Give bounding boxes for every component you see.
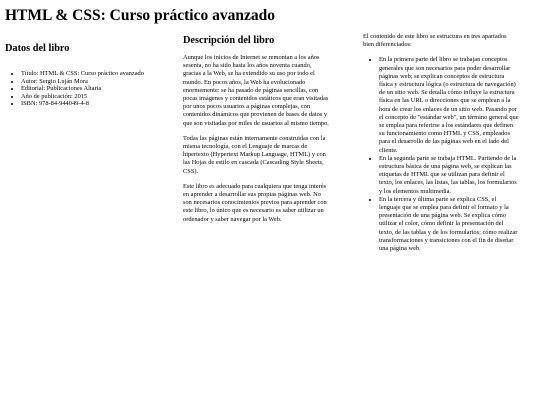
book-description-section xyxy=(183,33,329,224)
book-description-heading: Descripción del libro xyxy=(183,35,275,46)
book-structure-section xyxy=(363,33,519,253)
structure-item-part-2: • En la segunda parte se trabaja HTML. Partiendo de la estructura básica de una página web, se explican las etiquetas de HTML que se utilizan para definir el texto, los enlaces, las listas, las tablas, los formularios y los elementos multimedia. xyxy=(379,155,519,196)
description-paragraph: Aunque los inicios de Internet se remontan a los años sesenta, no ha sido hasta los años noventa cuando, gracias a la Web, se ha extendido su uso por todo el mundo. En pocos años, la Web ha evolucionado enormemente: se ha pasado de páginas sencillas, con pocas imágenes y contenidos estáticos que eran visitadas por unos pocos usuarios a páginas complejas, con contenidos dinámicos que provienen de bases de datos y que son visitadas por miles de usuarios al mismo tiempo. xyxy=(183,54,329,127)
book-data-item-publisher: • Editorial: Publicaciones Altaria xyxy=(21,85,173,93)
structure-item-part-3: • En la tercera y última parte se explica CSS, el lenguaje que se emplea para definir el formato y la presentación de una página web. Se explica cómo utilizar el color, cómo definir la presentación del texto, de las tablas y de los formularios; cómo realizar transformaciones y transiciones con el fin de diseñar una página web. xyxy=(379,196,519,253)
book-data-heading: Datos del libro xyxy=(5,43,70,54)
book-data-list xyxy=(5,70,173,108)
book-data-item-title: • Título: HTML & CSS: Curso práctico avanzado xyxy=(21,70,173,78)
book-data-item-isbn: • ISBN: 978-84-944049-4-8 xyxy=(21,100,173,108)
description-paragraph: Todas las páginas están internamente construidas con la misma tecnología, con el Lenguaje de marcas de hipertexto (Hypertext Markup Language, HTML) y con las Hojas de estilo en cascada (Cascading Style Sheets, CSS). xyxy=(183,134,326,175)
structure-item-part-1: • En la primera parte del libro se trabajan conceptos generales que son necesarios para poder desarrollar páginas web; se explican conceptos de estructura física y estructura lógica (o estructura de navegación) de un sitio web. Se detalla cómo influye la estructura física en las URL o direcciones que se emplean a la hora de crear los enlaces de un sitio web. Pasando por el concepto de "estándar web", un término general que se emplea para referirse a los estándares que definen su funcionamiento como HTML y CSS, empleados para el desarrollo de las páginas web en el lado del cliente. xyxy=(379,56,519,154)
description-paragraph: Este libro es adecuado para cualquiera que tenga interés en aprender a desarrollar sus propias páginas web. No son necesarios conocimientos previos para aprender con este libro, lo único que es necesario es saber utilizar un ordenador y saber navegar por la Web. xyxy=(183,182,327,223)
book-data-item-author: • Autor: Sergio Luján Mora xyxy=(21,78,173,86)
book-data-item-year: • Año de publicación: 2015 xyxy=(21,93,173,101)
book-data-section xyxy=(5,33,173,108)
structure-intro: El contenido de este libro se estructura en tres apartados bien diferenciados: xyxy=(363,33,507,49)
structure-list xyxy=(363,56,519,253)
page-title: HTML & CSS: Curso práctico avanzado xyxy=(5,7,275,24)
